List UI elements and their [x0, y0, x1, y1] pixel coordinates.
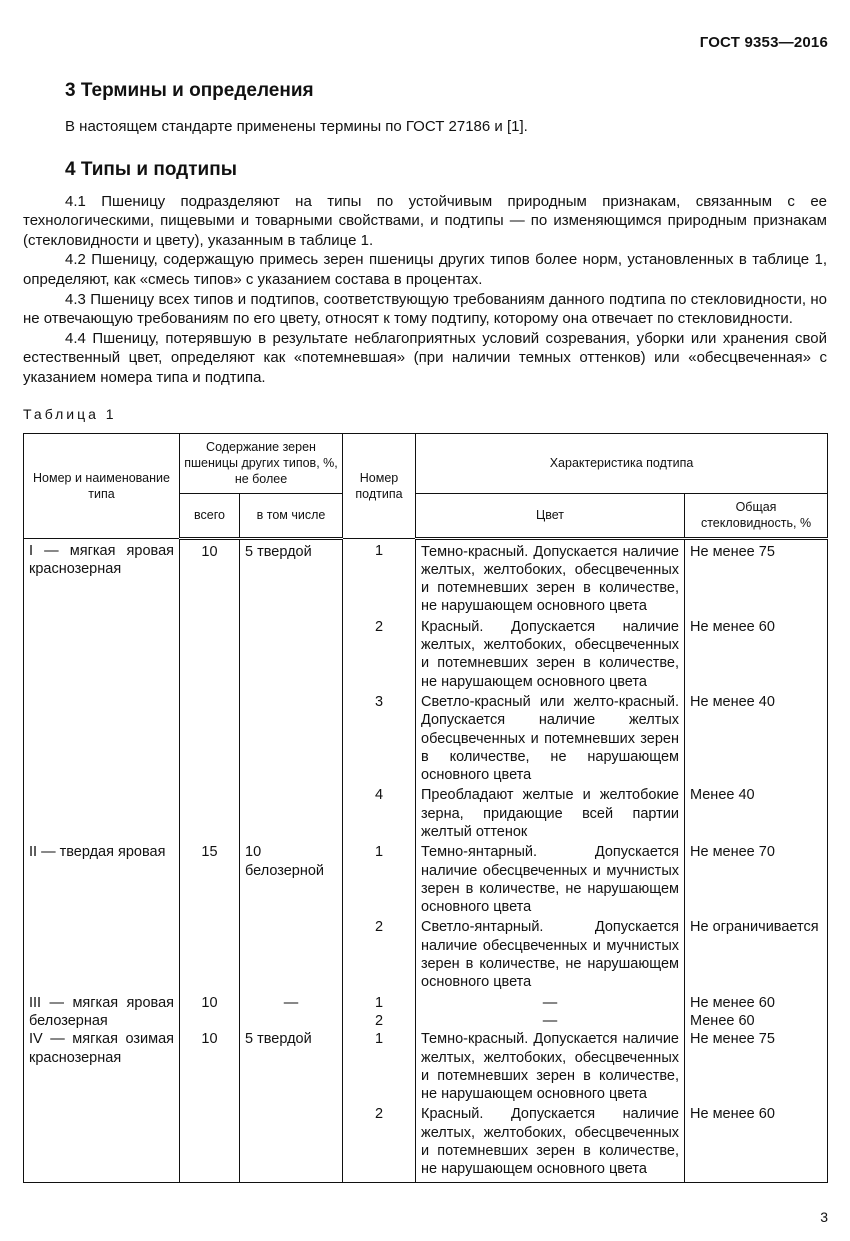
cell-total [180, 618, 240, 693]
cell-total [180, 786, 240, 843]
cell-subtype: 1 [343, 994, 416, 1012]
cell-color: Темно-красный. Допускается наличие желтых, желтобоких, обесцвеченных и потемневших зерен в количестве, не нарушающем основного цвета [416, 1030, 685, 1105]
cell-including: 10 белозерной [240, 843, 343, 918]
header-other-wheat: Содержание зерен пшеницы других типов, %, не более [180, 433, 343, 493]
section-3-title: 3 Термины и определения [65, 80, 314, 101]
header-total: всего [180, 493, 240, 538]
cell-glassiness: Не менее 40 [685, 693, 828, 786]
cell-color: — [416, 1012, 685, 1030]
cell-subtype: 2 [343, 1012, 416, 1030]
page-number: 3 [820, 1209, 828, 1225]
cell-subtype: 2 [343, 618, 416, 693]
cell-including [240, 1012, 343, 1030]
wheat-types-table [23, 433, 828, 1183]
cell-including [240, 786, 343, 843]
header-color: Цвет [416, 493, 685, 538]
cell-color: Светло-янтарный. Допускается наличие обесцвеченных и мучнистых зерен в количестве, не нарушающем основного цвета [416, 918, 685, 993]
cell-type: I — мягкая яровая краснозерная [24, 538, 180, 618]
cell-glassiness: Не менее 60 [685, 994, 828, 1012]
cell-type [24, 693, 180, 786]
header-including: в том числе [240, 493, 343, 538]
cell-including [240, 693, 343, 786]
cell-glassiness: Не менее 70 [685, 843, 828, 918]
cell-color: Красный. Допускается наличие желтых, желтобоких, обесцвеченных и потемневших зерен в количестве, не нарушающем основного цвета [416, 618, 685, 693]
table-row [24, 918, 828, 993]
cell-type: IV — мягкая озимая краснозерная [24, 1030, 180, 1105]
table-row [24, 538, 828, 618]
header-subtype-number: Номер подтипа [343, 433, 416, 538]
paragraph-4-4: 4.4 Пшеницу, потерявшую в результате неблагоприятных условий созревания, уборки или хранения свой естественный цвет, определяют как «потемневшая» (при наличии темных оттенков) или «обесцвеченная» с указанием номера типа и подтипа. [23, 329, 827, 386]
cell-type: III — мягкая яровая белозерная [24, 994, 180, 1031]
cell-glassiness: Менее 40 [685, 786, 828, 843]
cell-including [240, 618, 343, 693]
cell-total: 10 [180, 1030, 240, 1105]
table-row [24, 786, 828, 843]
table-row [24, 843, 828, 918]
cell-type: II — твердая яровая [24, 843, 180, 918]
cell-glassiness: Не менее 60 [685, 1105, 828, 1182]
cell-color: Темно-красный. Допускается наличие желтых, желтобоких, обесцвеченных и потемневших зерен в количестве, не нарушающем основного цвета [416, 538, 685, 618]
cell-color: Красный. Допускается наличие желтых, желтобоких, обесцвеченных и потемневших зерен в количестве, не нарушающем основного цвета [416, 1105, 685, 1182]
cell-including: 5 твердой [240, 1030, 343, 1105]
cell-total [180, 1105, 240, 1182]
header-subtype-characteristic: Характеристика подтипа [416, 433, 828, 493]
cell-subtype: 1 [343, 1030, 416, 1105]
cell-type [24, 1105, 180, 1182]
cell-glassiness: Менее 60 [685, 1012, 828, 1030]
cell-type [24, 918, 180, 993]
cell-subtype: 3 [343, 693, 416, 786]
cell-color: Светло-красный или желто-красный. Допускается наличие желтых обесцвеченных и потемневших зерен в количестве, не нарушающем основного цвета [416, 693, 685, 786]
section-3-text: В настоящем стандарте применены термины по ГОСТ 27186 и [1]. [65, 118, 528, 135]
cell-total: 15 [180, 843, 240, 918]
table-row [24, 1030, 828, 1105]
paragraph-4-3: 4.3 Пшеницу всех типов и подтипов, соответствующую требованиям данного подтипа по стекловидности, но не отвечающую требованиям по его цвету, относят к тому подтипу, которому она отвечает по стекловидности. [23, 290, 827, 328]
cell-glassiness: Не менее 75 [685, 1030, 828, 1105]
cell-subtype: 1 [343, 843, 416, 918]
cell-total [180, 693, 240, 786]
cell-subtype: 1 [343, 538, 416, 618]
cell-subtype: 2 [343, 918, 416, 993]
cell-including: — [240, 994, 343, 1012]
cell-type [24, 618, 180, 693]
section-4-title: 4 Типы и подтипы [65, 158, 237, 180]
cell-subtype: 4 [343, 786, 416, 843]
cell-color: Темно-янтарный. Допускается наличие обесцвеченных и мучнистых зерен в количестве, не нарушающем основного цвета [416, 843, 685, 918]
doc-code: ГОСТ 9353—2016 [699, 34, 828, 51]
cell-including: 5 твердой [240, 538, 343, 618]
table-row [24, 693, 828, 786]
paragraph-4-2: 4.2 Пшеницу, содержащую примесь зерен пшеницы других типов более норм, установленных в таблице 1, определяют, как «смесь типов» с указанием состава в процентах. [23, 251, 827, 288]
table-caption: Таблица 1 [23, 405, 117, 422]
cell-total [180, 918, 240, 993]
cell-color: Преобладают желтые и желтобокие зерна, придающие всей партии желтый оттенок [416, 786, 685, 843]
cell-glassiness: Не ограничивается [685, 918, 828, 993]
table-row [24, 994, 828, 1012]
table-row [24, 618, 828, 693]
cell-including [240, 1105, 343, 1182]
cell-color: — [416, 994, 685, 1012]
cell-glassiness: Не менее 75 [685, 538, 828, 618]
cell-subtype: 2 [343, 1105, 416, 1182]
cell-total [180, 1012, 240, 1030]
header-type: Номер и наименование типа [24, 433, 180, 538]
cell-total: 10 [180, 538, 240, 618]
section-4-paragraphs [23, 192, 827, 388]
header-glassiness: Общая стекловидность, % [685, 493, 828, 538]
page-content [23, 78, 827, 1183]
paragraph-4-1: 4.1 Пшеницу подразделяют на типы по устойчивым природным признакам, связанным с ее технологическими, пищевыми и товарными свойствами, и подтипы — по изменяющимся природным признакам (стекловидности и цвету), указанным в таблице 1. [23, 192, 827, 249]
cell-including [240, 918, 343, 993]
table-row [24, 1105, 828, 1182]
cell-glassiness: Не менее 60 [685, 618, 828, 693]
cell-total: 10 [180, 994, 240, 1012]
cell-type [24, 786, 180, 843]
